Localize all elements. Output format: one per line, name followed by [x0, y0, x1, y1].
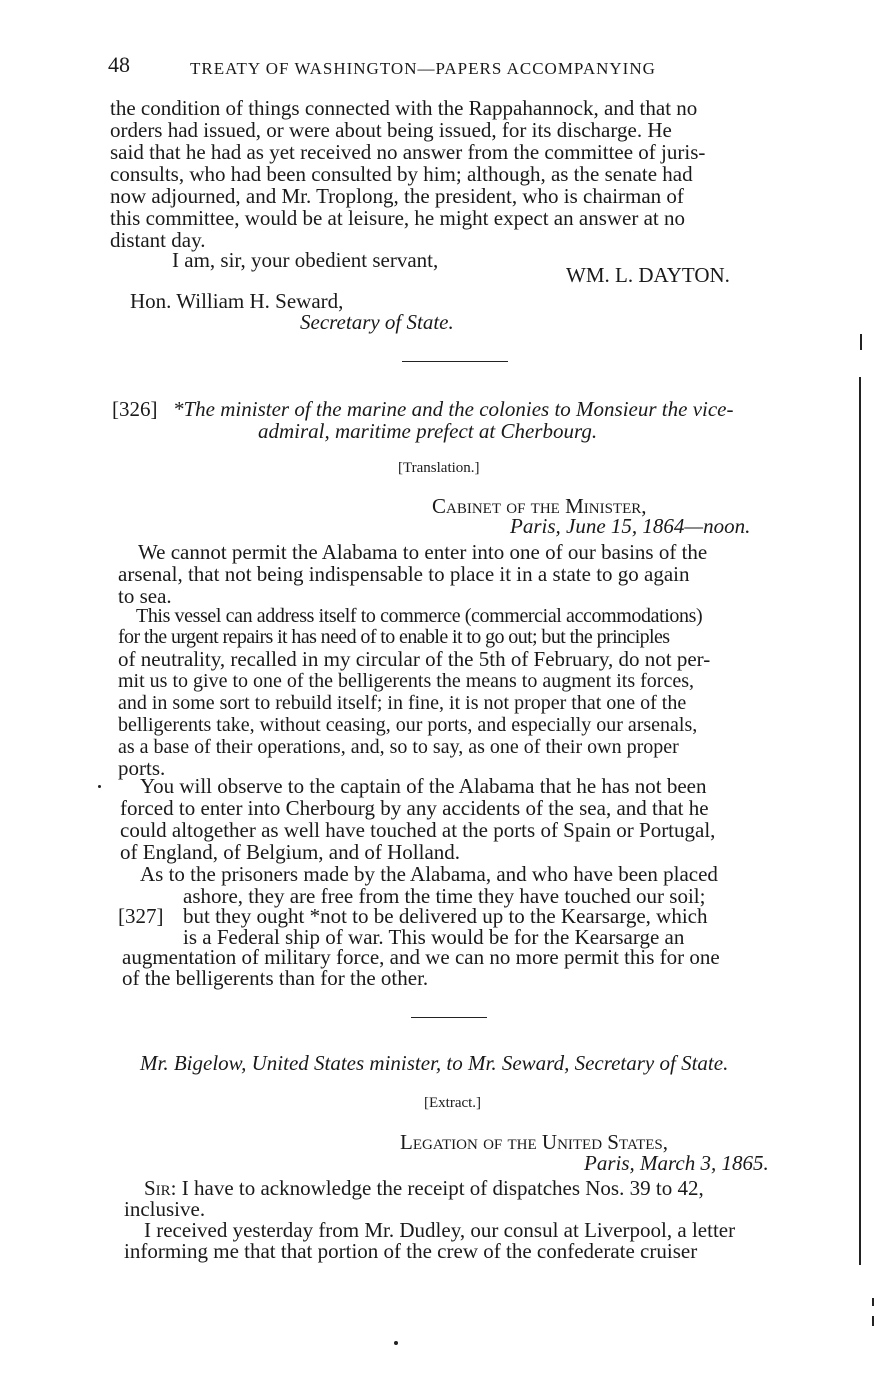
- signature: WM. L. DAYTON.: [566, 263, 730, 287]
- margin-page-reference: [327]: [118, 904, 164, 928]
- body-line: belligerents take, without ceasing, our ports, and especially our arsenals,: [118, 714, 698, 736]
- running-title: TREATY OF WASHINGTON—PAPERS ACCOMPANYING: [190, 59, 656, 78]
- letter-heading-line-1: *The minister of the marine and the colonies to Monsieur the vice-: [173, 397, 734, 421]
- body-line: ashore, they are free from the time they have touched our soil;: [183, 884, 706, 908]
- letter-heading: Mr. Bigelow, United States minister, to Mr. Seward, Secretary of State.: [140, 1051, 729, 1075]
- translation-note: [Translation.]: [398, 460, 480, 476]
- scan-edge-mark: [872, 1316, 874, 1326]
- section-divider: [411, 1017, 487, 1018]
- body-line: orders had issued, or were about being issued, for its discharge. He: [110, 118, 672, 142]
- body-line: You will observe to the captain of the Alabama that he has not been: [140, 774, 707, 798]
- section-divider: [402, 361, 508, 362]
- body-line: I received yesterday from Mr. Dudley, our consul at Liverpool, a letter: [144, 1218, 736, 1242]
- body-line: the condition of things connected with the Rappahannock, and that no: [110, 96, 698, 120]
- body-line: and in some sort to rebuild itself; in fine, it is not proper that one of the: [118, 692, 687, 714]
- body-line: of the belligerents than for the other.: [122, 966, 429, 990]
- closing-line: I am, sir, your obedient servant,: [172, 248, 439, 272]
- body-line: ports.: [118, 756, 166, 780]
- scan-edge-mark: [872, 1298, 874, 1306]
- body-line: this committee, would be at leisure, he might expect an answer at no: [110, 206, 685, 230]
- page-number: 48: [108, 52, 130, 77]
- body-line: distant day.: [110, 228, 206, 252]
- body-line: of England, of Belgium, and of Holland.: [120, 840, 461, 864]
- body-line: inclusive.: [124, 1197, 206, 1221]
- addressee-name-text: Hon. William H. Seward,: [130, 289, 344, 313]
- body-line: consults, who had been consulted by him; although, as the senate had: [110, 162, 693, 186]
- scan-edge-mark: [859, 377, 861, 1265]
- letter-heading-line-2: admiral, maritime prefect at Cherbourg.: [258, 419, 598, 443]
- body-line: We cannot permit the Alabama to enter into one of our basins of the: [138, 540, 708, 564]
- body-line: [144, 1177, 704, 1199]
- letter-date: Paris, March 3, 1865.: [584, 1151, 769, 1175]
- body-line: for the urgent repairs it has need of to enable it to go out; but the principles: [118, 626, 670, 648]
- body-line: augmentation of military force, and we can no more permit this for one: [122, 945, 720, 969]
- scan-speck: [394, 1341, 398, 1345]
- body-line: to sea.: [118, 584, 172, 608]
- margin-page-reference: [326]: [112, 397, 158, 421]
- scan-speck: [98, 785, 101, 788]
- body-line: forced to enter into Cherbourg by any accidents of the sea, and that he: [120, 796, 709, 820]
- body-line: mit us to give to one of the belligerents the means to augment its forces,: [118, 670, 694, 692]
- body-line: informing me that that portion of the crew of the confederate cruiser: [124, 1239, 698, 1263]
- body-line: but they ought *not to be delivered up to the Kearsarge, which: [183, 904, 708, 928]
- body-line: now adjourned, and Mr. Troplong, the president, who is chairman of: [110, 184, 684, 208]
- body-line: arsenal, that not being indispensable to place it in a state to go again: [118, 562, 690, 586]
- body-line: As to the prisoners made by the Alabama, and who have been placed: [140, 862, 718, 886]
- letter-place: Legation of the United States,: [400, 1130, 669, 1154]
- body-line-text: I have to acknowledge the receipt of dispatches Nos. 39 to 42,: [181, 1176, 704, 1200]
- body-line: could altogether as well have touched at the ports of Spain or Portugal,: [120, 818, 716, 842]
- letter-date: Paris, June 15, 1864—noon.: [510, 514, 751, 538]
- scan-edge-mark: [860, 334, 862, 350]
- extract-note: [Extract.]: [424, 1095, 482, 1111]
- body-line: is a Federal ship of war. This would be for the Kearsarge an: [183, 925, 685, 949]
- addressee-title: Secretary of State.: [300, 310, 454, 334]
- body-line: said that he had as yet received no answer from the committee of juris-: [110, 140, 706, 164]
- body-line: of neutrality, recalled in my circular of the 5th of February, do not per-: [118, 647, 711, 671]
- addressee-name: [130, 290, 343, 312]
- letter-place: Cabinet of the Minister,: [432, 494, 647, 518]
- salutation: Sir:: [144, 1176, 177, 1200]
- body-line: This vessel can address itself to commerce (commercial accommodations): [136, 605, 703, 627]
- body-line: as a base of their operations, and, so to say, as one of their own proper: [118, 736, 679, 758]
